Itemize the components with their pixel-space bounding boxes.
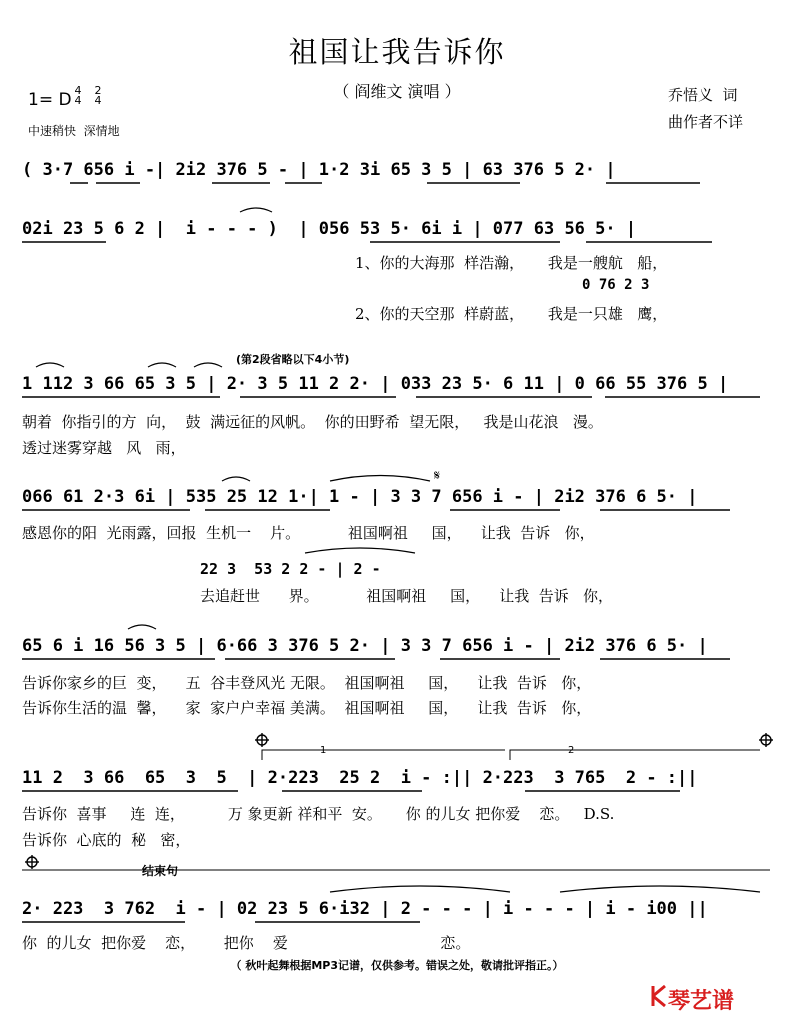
volta-2-bracket: [510, 750, 760, 760]
lyric-line-7: 你 的儿女 把你爱 恋， 把你 爱 恋。: [22, 934, 471, 952]
time-signature-a: 4 4: [74, 84, 82, 107]
slur-mark: [128, 625, 156, 629]
volta-1-number: 1: [320, 745, 327, 756]
slur-mark: [305, 548, 415, 553]
score-line-5: 65 6 i 16 56 3 5 | 6·66 3 376 5 2· | 3 3 7 656 i - | 2i2 376 6 5· |: [22, 636, 708, 656]
alt-notes-4: 22 3 53 2 2 - | 2 -: [200, 560, 381, 578]
key-signature: 1= D: [28, 90, 72, 110]
lyric-line-2b: 2、你的天空那 样蔚蓝， 我是一只雄 鹰，: [355, 305, 668, 323]
lyric-line-5b: 告诉你生活的温 馨， 家 家户户幸福 美满。 祖国啊祖 国， 让我 告诉 你，: [22, 699, 592, 717]
performer-line: （ 阎维文 演唱 ）: [333, 82, 461, 101]
alt-notes-2: 0 76 2 3: [582, 277, 650, 293]
slur-mark: [330, 886, 510, 892]
score-line-2: 02i 23 5 6 2 | i - - - ) | 056 53 5· 6i i | 077 63 56 5· |: [22, 219, 637, 239]
slur-mark: [240, 208, 272, 212]
lyric-line-6a: 告诉你 喜事 连 连， 万 象更新 祥和平 安。 你 的儿女 把你爱 恋。 D.S.: [22, 805, 615, 823]
lyric-line-3b: 透过迷雾穿越 风 雨，: [22, 439, 186, 457]
slur-mark: [560, 886, 760, 892]
score-line-7: 2· 223 3 762 i - | 02 23 5 6·i32 | 2 - - - | i - - - | i - i00 ||: [22, 899, 708, 919]
volta-2-number: 2: [568, 745, 575, 756]
segno-icon: 𝄋: [434, 468, 441, 484]
score-line-4: 066 61 2·3 6i | 535 25 12 1·| 1 - | 3 3 7 656 i - | 2i2 376 6 5· |: [22, 487, 698, 507]
site-logo-text: 琴艺谱: [668, 989, 735, 1014]
slur-mark: [330, 476, 430, 482]
lyric-line-6b: 告诉你 心底的 秘 密，: [22, 831, 191, 849]
score-line-3: 1 112 3 66 65 3 5 | 2· 3 5 11 2 2· | 033 23 5· 6 11 | 0 66 55 376 5 |: [22, 374, 729, 394]
time-signature-b: 2 4: [94, 84, 102, 107]
score-line-1: ( 3·7 656 i -| 2i2 376 5 - | 1·2 3i 65 3 5 | 63 376 5 2· |: [22, 160, 616, 180]
composer-credit: 曲作者不详: [668, 113, 744, 131]
volta-1-bracket: [262, 750, 505, 760]
slur-mark: [222, 477, 250, 481]
slur-mark: [148, 363, 176, 367]
coda-section-label: 结束句: [142, 864, 179, 878]
lyricist-credit: 乔悟义 词: [668, 86, 738, 104]
omission-note: (第2段省略以下4小节): [236, 353, 350, 366]
lyric-line-4a: 感恩你的阳 光雨露，回报 生机一 片。 祖国啊祖 国， 让我 告诉 你，: [22, 524, 595, 542]
lyric-line-5a: 告诉你家乡的巨 变， 五 谷丰登风光 无限。 祖国啊祖 国， 让我 告诉 你，: [22, 674, 592, 692]
lyric-line-4b: 去追赶世 界。 祖国啊祖 国， 让我 告诉 你，: [200, 587, 614, 605]
slur-mark: [194, 363, 222, 367]
score-line-6: 11 2 3 66 65 3 5 | 2·223 25 2 i - :|| 2·223 3 765 2 - :||: [22, 768, 698, 788]
transcription-note: （ 秋叶起舞根据MP3记谱，仅供参考。错误之处，敬请批评指正。）: [230, 959, 564, 972]
lyric-line-2a: 1、你的大海那 样浩瀚， 我是一艘航 船，: [355, 254, 668, 272]
lyric-line-3a: 朝着 你指引的方 向， 鼓 满远征的风帆。 你的田野希 望无限， 我是山花浪 漫。: [22, 413, 603, 431]
slur-mark: [36, 363, 64, 367]
logo-icon: [650, 984, 668, 1008]
tempo-marking: 中速稍快 深情地: [28, 124, 120, 138]
song-title: 祖国让我告诉你: [288, 35, 506, 69]
